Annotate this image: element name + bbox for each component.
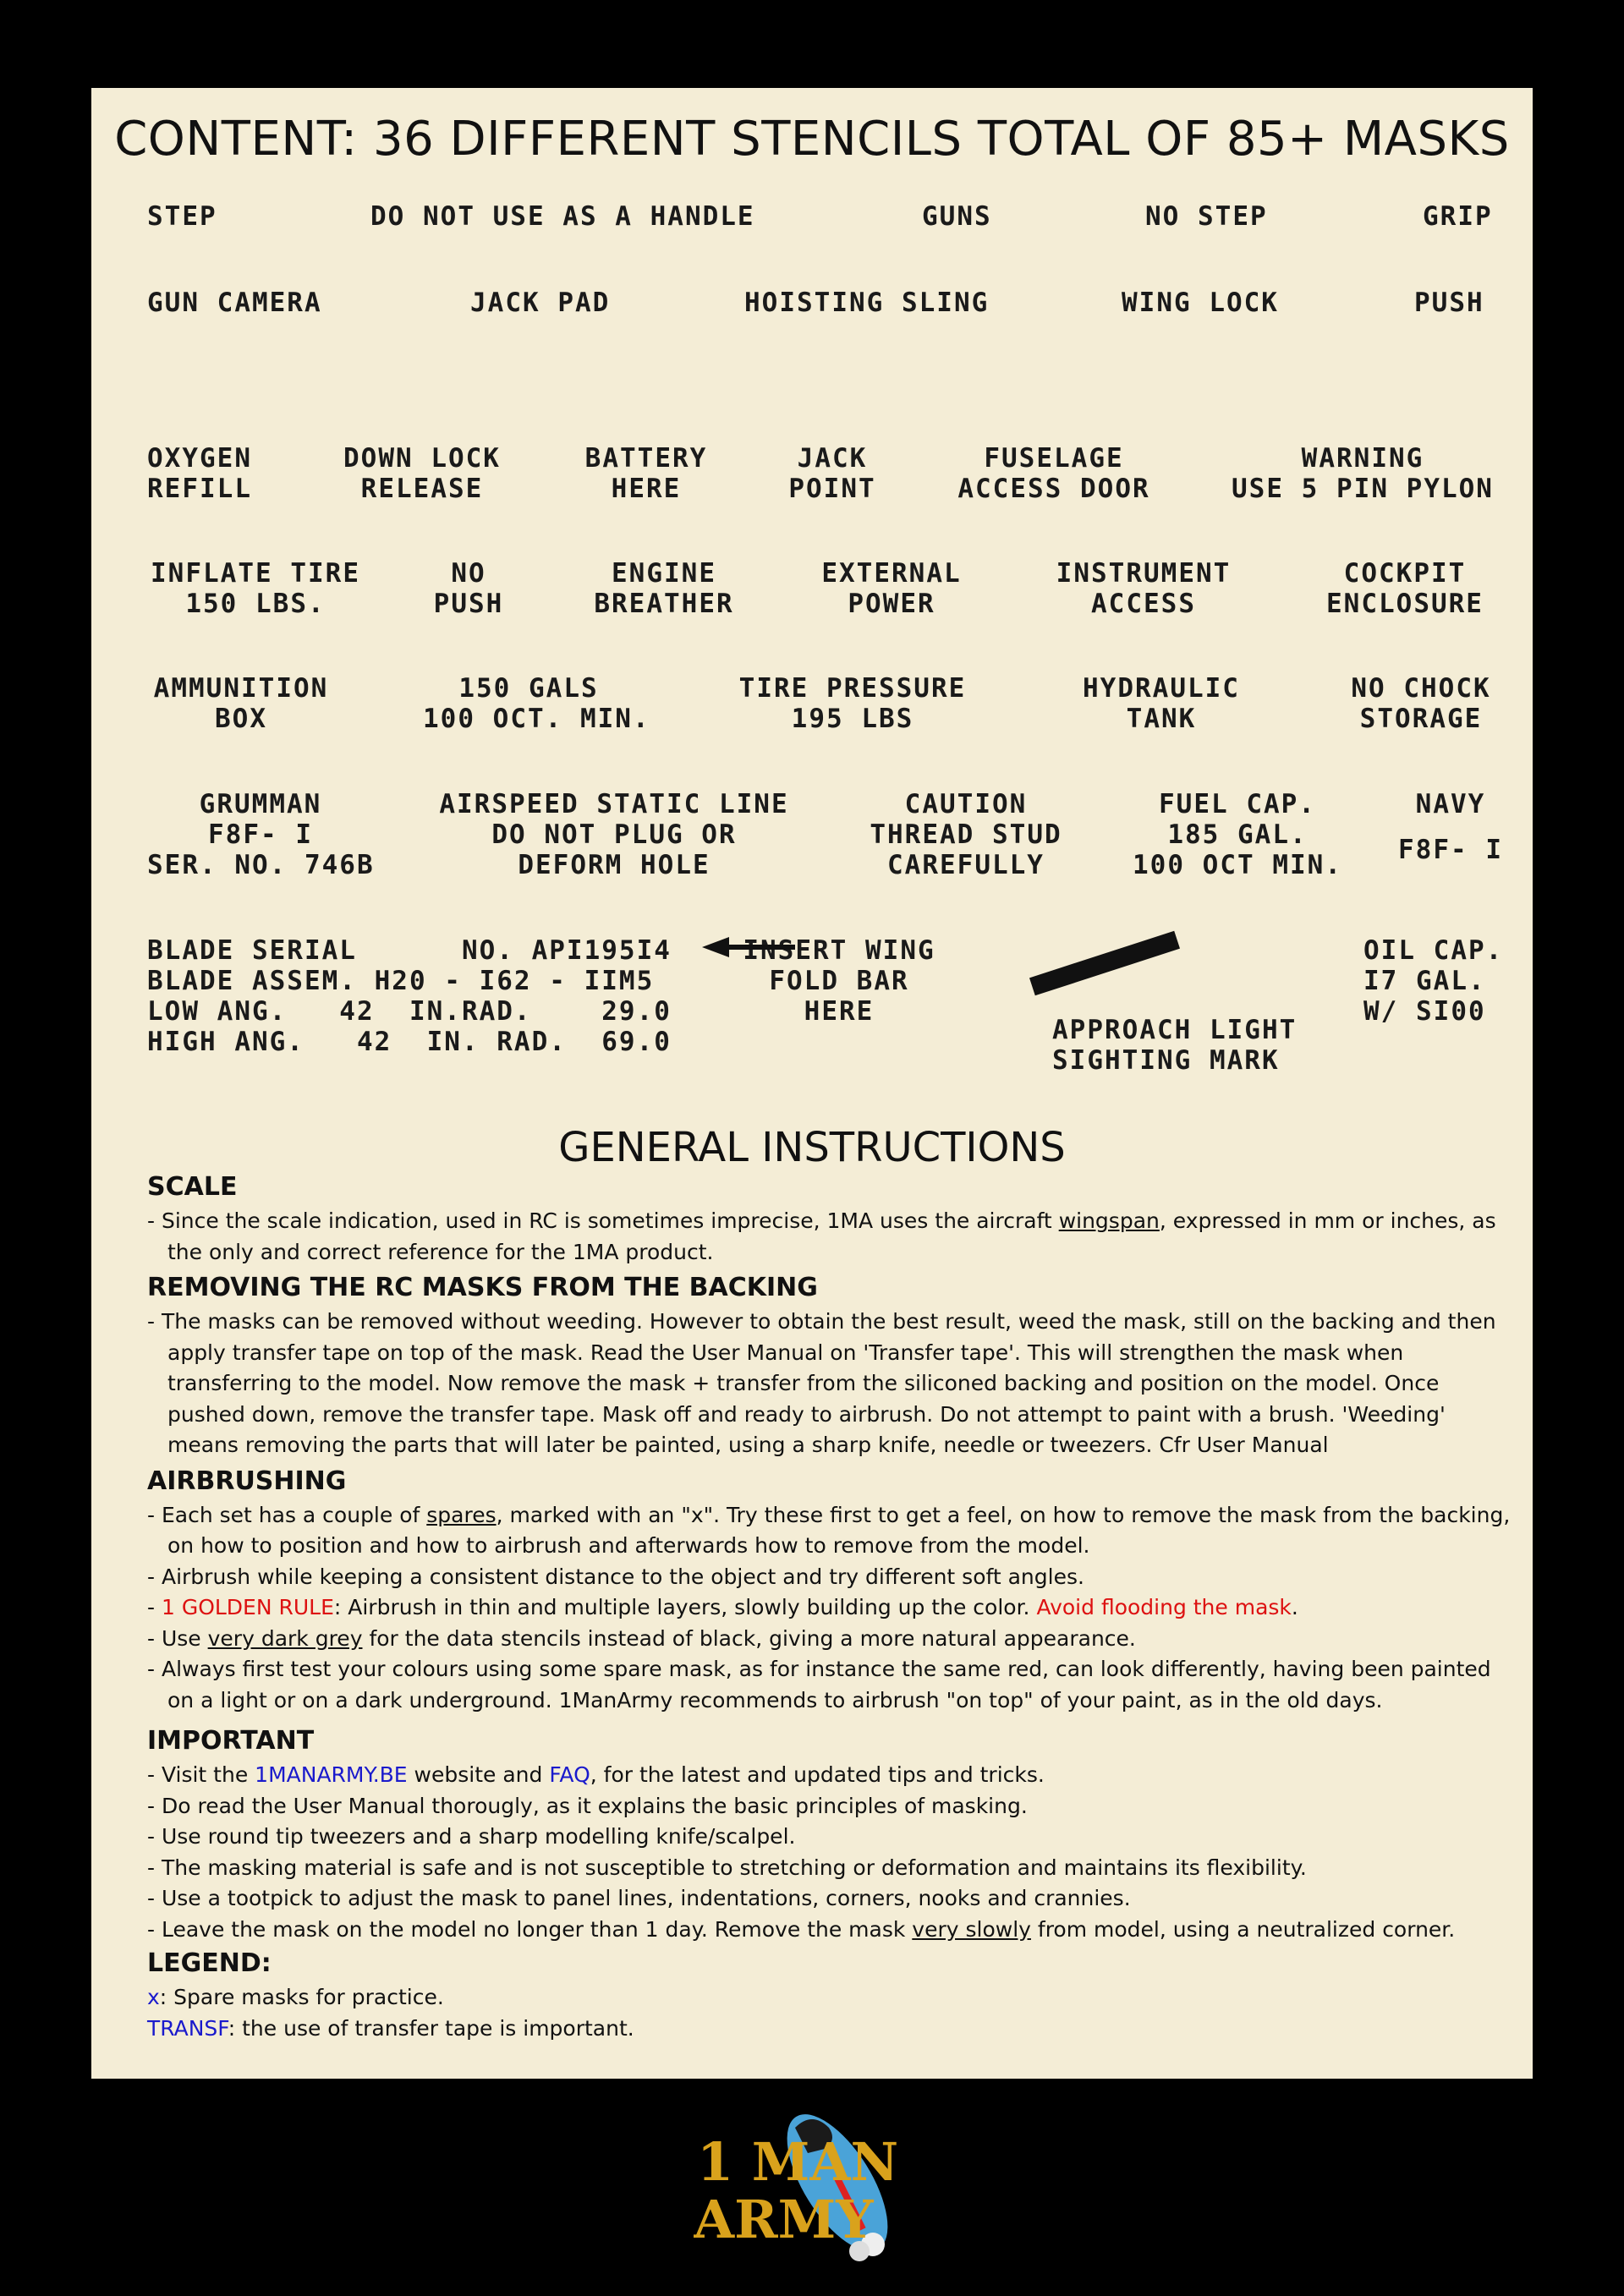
stencil-step: STEP [147,201,217,232]
stencil-guns: GUNS [922,201,992,232]
stencil-150-gals: 150 GALS 100 OCT. MIN. [423,673,650,734]
important-item-5: - Use a tootpick to adjust the mask to panel lines, indentations, corners, nooks and crannies. [147,1886,1131,1910]
stencil-grumman: GRUMMAN F8F- I SER. NO. 746B [147,789,375,880]
scale-item: - Since the scale indication, used in RC is sometimes imprecise, 1MA uses the aircraft wingspan, expressed in mm or inches, as the only and correct reference for the 1MA product. [147,1208,1496,1264]
removing-item: - The masks can be removed without weeding. However to obtain the best result, weed the mask, still on the backing and then apply transfer tape on top of the mask. Read the User Manual on 'Transfer tape'. This will strengthen the mask when transferring to the model. Now remove the mask + transfer from the siliconed backing and position on the model. Once pushed down, remove the transfer tape. Mask off and ready to airbrush. Do not attempt to paint with a brush. 'Weeding' means removing the parts that will later be painted, using a sharp knife, needle or tweezers. Cfr User Manual [147,1309,1496,1457]
important-item-2: - Do read the User Manual thorougly, as it explains the basic principles of masking. [147,1793,1028,1818]
stencil-no-chock: NO CHOCK STORAGE [1351,673,1491,734]
stencil-tire-pressure: TIRE PRESSURE 195 LBS [738,673,967,734]
important-item-1: - Visit the 1MANARMY.BE website and FAQ, for the latest and updated tips and tricks. [147,1762,1045,1787]
stencil-cockpit-enclosure: COCKPIT ENCLOSURE [1326,558,1484,619]
stencil-external-power: EXTERNAL POWER [821,558,962,619]
stencil-instrument-access: INSTRUMENT ACCESS [1056,558,1232,619]
stencil-battery: BATTERY HERE [584,443,708,504]
legend-spare: x: Spare masks for practice. [147,1985,444,2009]
stencil-warning: WARNING USE 5 PIN PYLON [1232,443,1494,504]
stencil-caution: CAUTION THREAD STUD CAREFULLY [870,789,1062,880]
stencil-engine-breather: ENGINE BREATHER [594,558,734,619]
stencil-hoisting-sling: HOISTING SLING [744,288,990,318]
stencil-do-not-use: DO NOT USE AS A HANDLE [370,201,755,232]
legend-transfer: TRANSF: the use of transfer tape is important. [147,2015,634,2041]
instructions-body [147,1169,1517,2044]
general-instructions-title: GENERAL INSTRUCTIONS [558,1124,1066,1171]
stencil-no-step: NO STEP [1145,201,1268,232]
svg-text:ARMY: ARMY [694,2189,874,2250]
stencil-inflate-tire: INFLATE TIRE 150 LBS. [151,558,360,619]
stencil-navy: NAVY F8F- I [1398,789,1503,865]
stencil-push: PUSH [1414,288,1484,318]
faq-link[interactable]: FAQ [549,1762,590,1787]
svg-text:1 MAN: 1 MAN [697,2131,899,2193]
stencil-insert-wing: INSERT WING FOLD BAR HERE [743,935,935,1027]
stencil-ammunition-box: AMMUNITION BOX [153,673,329,734]
instruction-sheet [91,88,1533,2079]
stencil-blade-data: BLADE SERIAL NO. API195I4 BLADE ASSEM. H20 - I62 - IIM5 LOW ANG. 42 IN.RAD. 29.0 HIGH ANG. 42 IN. RAD. 69.0 [147,935,672,1057]
airbrushing-item-2: - Airbrush while keeping a consistent distance to the object and try different soft angles. [147,1564,1084,1589]
stencil-jack-pad: JACK PAD [470,288,611,318]
stencil-oxygen-refill: OXYGEN REFILL [147,443,252,504]
stencil-wing-lock: WING LOCK [1122,288,1279,318]
scale-heading: SCALE [147,1172,238,1202]
content-title: CONTENT: 36 DIFFERENT STENCILS TOTAL OF 85+ MASKS [114,112,1510,167]
stencil-gun-camera: GUN CAMERA [147,288,322,318]
stencil-grip: GRIP [1423,201,1493,232]
airbrushing-item-3: - 1 GOLDEN RULE: Airbrush in thin and multiple layers, slowly building up the color. Avoid flooding the mask. [147,1595,1298,1619]
stencil-approach-light: APPROACH LIGHT SIGHTING MARK [1052,1015,1298,1076]
stencil-no-push: NO PUSH [433,558,504,619]
important-item-3: - Use round tip tweezers and a sharp modelling knife/scalpel. [147,1824,796,1849]
arrow-left-icon [702,934,795,961]
airbrushing-item-1: - Each set has a couple of spares, marked with an "x". Try these first to get a feel, on how to remove the mask from the backing, on how to position and how to airbrush and afterwards how to remove from the model. [147,1502,1511,1558]
stencil-hydraulic-tank: HYDRAULIC TANK [1083,673,1240,734]
website-link[interactable]: 1MANARMY.BE [255,1762,408,1787]
important-item-6: - Leave the mask on the model no longer than 1 day. Remove the mask very slowly from model, using a neutralized corner. [147,1916,1456,1942]
stencil-fuselage: FUSELAGE ACCESS DOOR [957,443,1150,504]
legend-heading: LEGEND: [147,1948,272,1978]
1manarmy-logo [694,2102,930,2263]
airbrushing-heading: AIRBRUSHING [147,1466,347,1496]
airbrushing-item-5: - Always first test your colours using some spare mask, as for instance the same red, can look differently, having been painted on a light or on a dark underground. 1ManArmy recommends to airbrush "on top" of your paint, as in the old days. [147,1657,1491,1712]
stencil-down-lock: DOWN LOCK RELEASE [343,443,501,504]
airbrushing-item-4: - Use very dark grey for the data stencils instead of black, giving a more natural appearance. [147,1625,1136,1651]
stencil-oil-cap: OIL CAP. I7 GAL. W/ SI00 [1363,935,1504,1027]
important-heading: IMPORTANT [147,1726,315,1756]
removing-heading: REMOVING THE RC MASKS FROM THE BACKING [147,1273,818,1302]
stencil-fuel-cap: FUEL CAP. 185 GAL. 100 OCT MIN. [1133,789,1342,880]
stencil-jack-point: JACK POINT [788,443,876,504]
important-item-4: - The masking material is safe and is not susceptible to stretching or deformation and maintains its flexibility. [147,1855,1307,1880]
stencil-airspeed-static: AIRSPEED STATIC LINE DO NOT PLUG OR DEFORM HOLE [439,789,789,880]
